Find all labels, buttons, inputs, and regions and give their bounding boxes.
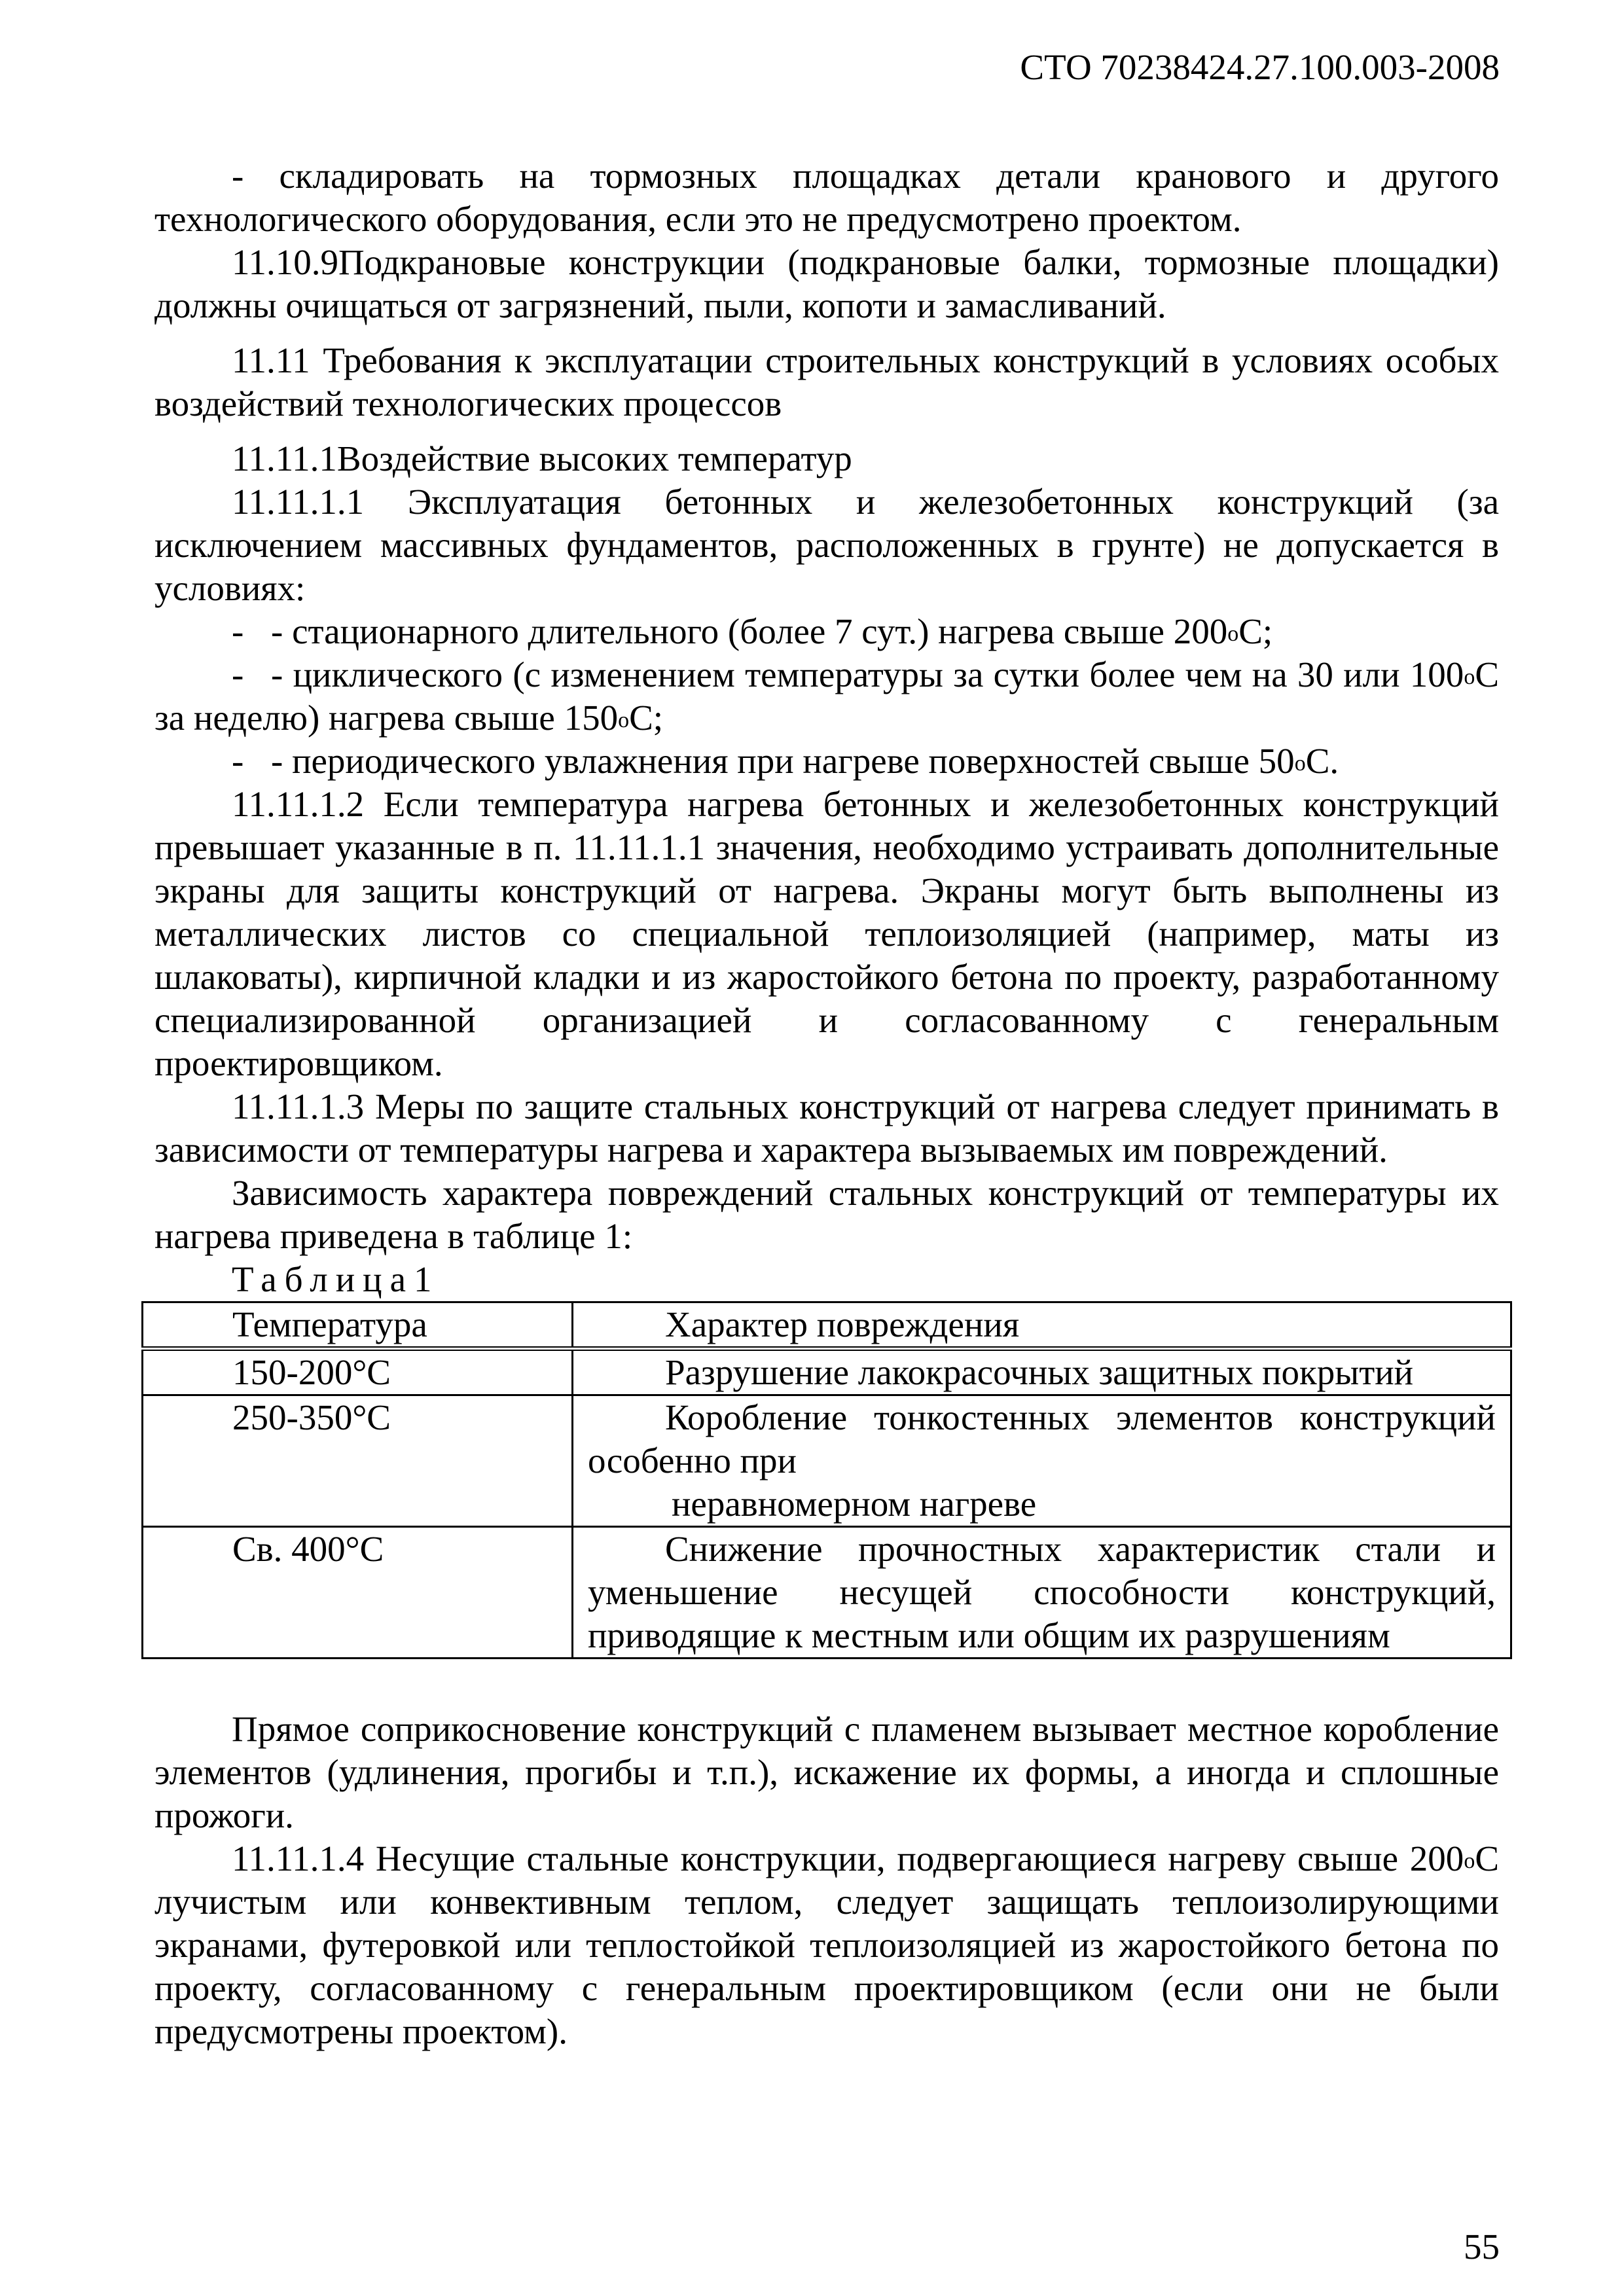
- subsection-heading-11-11-1: 11.11.1Воздействие высоких температур: [232, 439, 852, 478]
- paragraph-storage-ban: - складировать на тормозных площадках детали кранового и другого технологического оборудования, если это не предусмотрено проектом.: [154, 156, 1499, 239]
- paragraph-11-11-1-2: 11.11.1.2 Если температура нагрева бетонных и железобетонных конструкций превышает указанные в п. 11.11.1.1 значения, необходимо устраивать дополнительные экраны для защиты конструкций от нагрева. Экраны могут быть выполнены из металлических листов со специальной теплоизоляцией (например, маты из шлаковаты), кирпичной кладки и из жаростойкого бетона по проекту, разработанному специализированной организацией и согласованному с генеральным проектировщиком.: [154, 784, 1499, 1083]
- paragraph-flame-contact: Прямое соприкосновение конструкций с пламенем вызывает местное коробление элементов (удлинения, прогибы и т.п.), искажение их формы, а иногда и сплошные прожоги.: [154, 1709, 1499, 1835]
- table-cell-temperature: 250-350°С: [143, 1395, 573, 1527]
- page-content: [154, 154, 1499, 2053]
- list-item-periodic-moistening: - - периодического увлажнения при нагреве поверхностей свыше $50^оС$.: [154, 740, 1499, 783]
- table-title: Таблица1: [232, 1259, 440, 1299]
- degree-mark: о: [1464, 1849, 1475, 1873]
- damage-table: [141, 1301, 1512, 1659]
- degree-mark: о: [618, 708, 630, 732]
- paragraph-11-11-1-4: 11.11.1.4 Несущие стальные конструкции, подвергающиеся нагреву свыше $200^оС$ лучистым или конвективным теплом, следует защищать теплоизолирующими экранами, футеровкой или теплостойкой теплоизоляцией из жаростойкого бетона по проекту, согласованному с генеральным проектировщиком (если они не были предусмотрены проектом).: [154, 1839, 1499, 2051]
- table-header-damage: Характер повреждения: [573, 1302, 1511, 1349]
- table-cell-temperature: Св. 400°С: [143, 1527, 573, 1659]
- section-heading-11-11: 11.11 Требования к эксплуатации строительных конструкций в условиях особых воздействий технологических процессов: [154, 340, 1499, 423]
- table-cell-temperature: 150-200°С: [143, 1349, 573, 1395]
- table-header-row: [143, 1302, 1511, 1349]
- paragraph-11-10-9: 11.10.9Подкрановые конструкции (подкрановые балки, тормозные площадки) должны очищаться от загрязнений, пыли, копоти и замасливаний.: [154, 242, 1499, 325]
- table-header-temperature: Температура: [143, 1302, 573, 1349]
- table-cell-damage: Разрушение лакокрасочных защитных покрытий: [573, 1349, 1511, 1395]
- paragraph-11-11-1-1: 11.11.1.1 Эксплуатация бетонных и железобетонных конструкций (за исключением массивных фундаментов, расположенных в грунте) не допускается в условиях:: [154, 482, 1499, 608]
- paragraph-table-intro: Зависимость характера повреждений стальных конструкций от температуры их нагрева приведена в таблице 1:: [154, 1173, 1499, 1256]
- paragraph-11-11-1-3: 11.11.1.3 Меры по защите стальных конструкций от нагрева следует принимать в зависимости от температуры нагрева и характера вызываемых им повреждений.: [154, 1086, 1499, 1170]
- list-item-stationary-heating: - - стационарного длительного (более 7 сут.) нагрева свыше $200^оС$;: [154, 610, 1499, 653]
- document-code: СТО 70238424.27.100.003-2008: [1020, 47, 1500, 87]
- table-row: [143, 1395, 1511, 1527]
- degree-mark: о: [1227, 622, 1239, 646]
- table-row: [143, 1349, 1511, 1395]
- table-cell-damage: Коробление тонкостенных элементов конструкций особенно при неравномерном нагреве: [573, 1395, 1511, 1527]
- page-number: 55: [1464, 2227, 1500, 2267]
- table-row: [143, 1527, 1511, 1659]
- degree-mark: о: [1294, 751, 1306, 776]
- list-item-cyclic-heating: - - циклического (с изменением температуры за сутки более чем на 30 или $100^оС$ за неделю) нагрева свыше $150^оС$;: [154, 655, 1499, 738]
- list-dash: -: [232, 741, 244, 781]
- list-dash: -: [232, 655, 244, 694]
- list-dash: -: [232, 611, 244, 651]
- degree-mark: о: [1464, 665, 1475, 689]
- table-cell-damage: Снижение прочностных характеристик стали и уменьшение несущей способности конструкций, приводящие к местным или общим их разрушениям: [573, 1527, 1511, 1659]
